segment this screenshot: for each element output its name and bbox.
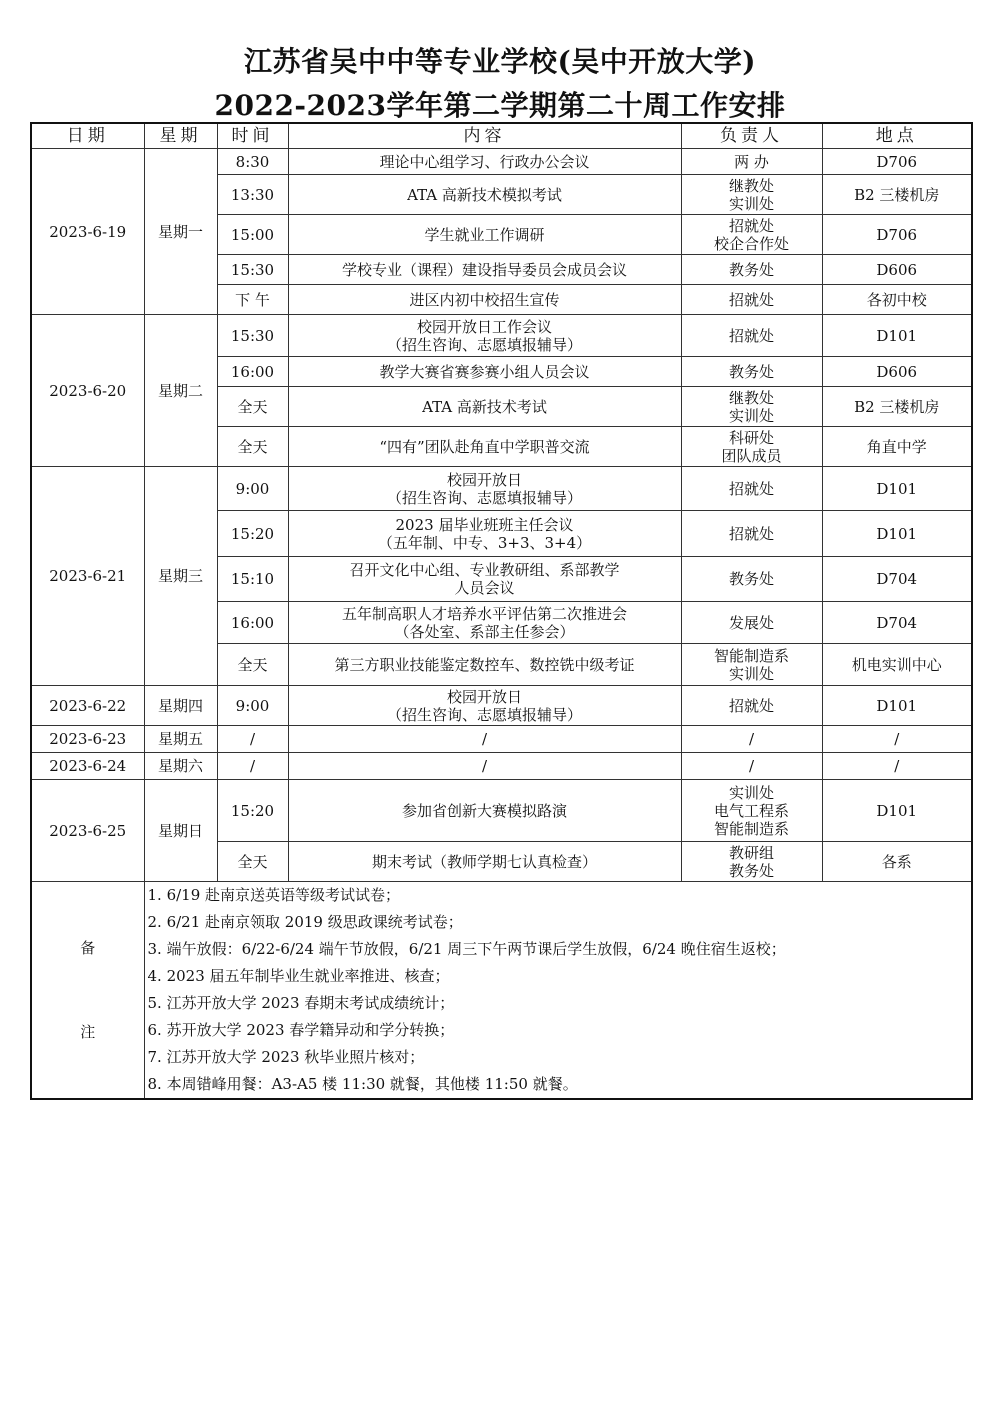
content-cell: 五年制高职人才培养水平评估第二次推进会 （各处室、系部主任参会） — [288, 602, 681, 644]
owner-cell: 科研处 团队成员 — [681, 427, 822, 467]
place-cell: D101 — [822, 467, 972, 511]
time-cell: 15:10 — [217, 557, 288, 602]
schedule-body — [31, 149, 972, 1100]
place-cell: D706 — [822, 149, 972, 175]
schedule-table — [30, 122, 973, 1100]
content-cell: / — [288, 726, 681, 753]
content-cell: 校园开放日 （招生咨询、志愿填报辅导） — [288, 467, 681, 511]
date-cell: 2023-6-22 — [31, 686, 144, 726]
weekday-cell: 星期三 — [144, 467, 217, 686]
time-cell: 全天 — [217, 387, 288, 427]
header-content: 内容 — [288, 123, 681, 149]
time-cell: 全天 — [217, 842, 288, 882]
content-cell: 期末考试（教师学期七认真检查） — [288, 842, 681, 882]
weekday-cell: 星期二 — [144, 315, 217, 467]
time-cell: 15:20 — [217, 780, 288, 842]
date-cell: 2023-6-25 — [31, 780, 144, 882]
owner-cell: 实训处 电气工程系 智能制造系 — [681, 780, 822, 842]
notes-label-bottom: 注 — [80, 1023, 96, 1041]
table-row — [31, 149, 972, 175]
place-cell: D101 — [822, 780, 972, 842]
header-time: 时间 — [217, 123, 288, 149]
content-cell: 校园开放日工作会议 （招生咨询、志愿填报辅导） — [288, 315, 681, 357]
place-cell: D101 — [822, 511, 972, 557]
owner-cell: 教务处 — [681, 357, 822, 387]
content-cell: 理论中心组学习、行政办公会议 — [288, 149, 681, 175]
time-cell: 16:00 — [217, 357, 288, 387]
place-cell: 各系 — [822, 842, 972, 882]
content-cell: ATA 高新技术模拟考试 — [288, 175, 681, 215]
notes-row — [31, 882, 972, 1100]
table-row — [31, 753, 972, 780]
note-item: 4. 2023 届五年制毕业生就业率推进、核查； — [147, 967, 450, 985]
content-cell: 召开文化中心组、专业教研组、系部教学 人员会议 — [288, 557, 681, 602]
note-item: 3. 端午放假：6/22-6/24 端午节放假，6/21 周三下午两节课后学生放假，6/24 晚住宿生返校； — [147, 940, 786, 958]
time-cell: / — [217, 726, 288, 753]
weekday-cell: 星期四 — [144, 686, 217, 726]
place-cell: D606 — [822, 255, 972, 285]
weekday-cell: 星期五 — [144, 726, 217, 753]
owner-cell: 教务处 — [681, 557, 822, 602]
time-cell: 9:00 — [217, 686, 288, 726]
content-cell: 2023 届毕业班班主任会议 （五年制、中专、3+3、3+4） — [288, 511, 681, 557]
owner-cell: 教研组 教务处 — [681, 842, 822, 882]
header-weekday: 星期 — [144, 123, 217, 149]
place-cell: D101 — [822, 686, 972, 726]
content-cell: 进区内初中校招生宣传 — [288, 285, 681, 315]
time-cell: 15:20 — [217, 511, 288, 557]
time-cell: 全天 — [217, 644, 288, 686]
owner-cell: 招就处 校企合作处 — [681, 215, 822, 255]
owner-cell: 智能制造系 实训处 — [681, 644, 822, 686]
place-cell: B2 三楼机房 — [822, 387, 972, 427]
time-cell: 16:00 — [217, 602, 288, 644]
place-cell: D101 — [822, 315, 972, 357]
date-cell: 2023-6-23 — [31, 726, 144, 753]
place-cell: D704 — [822, 602, 972, 644]
content-cell: “四有”团队赴角直中学职普交流 — [288, 427, 681, 467]
weekday-cell: 星期日 — [144, 780, 217, 882]
place-cell: D706 — [822, 215, 972, 255]
time-cell: 15:30 — [217, 315, 288, 357]
place-cell: D606 — [822, 357, 972, 387]
place-cell: B2 三楼机房 — [822, 175, 972, 215]
owner-cell: 招就处 — [681, 315, 822, 357]
header-place: 地点 — [822, 123, 972, 149]
place-cell: 角直中学 — [822, 427, 972, 467]
note-item: 8. 本周错峰用餐：A3-A5 楼 11:30 就餐，其他楼 11:50 就餐。 — [147, 1075, 578, 1093]
document-title: 江苏省吴中中等专业学校(吴中开放大学) — [244, 45, 756, 78]
time-cell: 全天 — [217, 427, 288, 467]
table-row — [31, 780, 972, 842]
table-row — [31, 467, 972, 511]
owner-cell: / — [681, 726, 822, 753]
content-cell: 第三方职业技能鉴定数控车、数控铣中级考证 — [288, 644, 681, 686]
time-cell: / — [217, 753, 288, 780]
owner-cell: 教务处 — [681, 255, 822, 285]
content-cell: 教学大赛省赛参赛小组人员会议 — [288, 357, 681, 387]
table-row — [31, 315, 972, 357]
owner-cell: 招就处 — [681, 467, 822, 511]
date-cell: 2023-6-20 — [31, 315, 144, 467]
owner-cell: 发展处 — [681, 602, 822, 644]
note-item: 2. 6/21 赴南京领取 2019 级思政课统考试卷； — [147, 913, 463, 931]
place-cell: / — [822, 726, 972, 753]
owner-cell: 招就处 — [681, 511, 822, 557]
time-cell: 9:00 — [217, 467, 288, 511]
content-cell: 参加省创新大赛模拟路演 — [288, 780, 681, 842]
note-item: 1. 6/19 赴南京送英语等级考试试卷； — [147, 886, 401, 904]
content-cell: 校园开放日 （招生咨询、志愿填报辅导） — [288, 686, 681, 726]
table-row — [31, 686, 972, 726]
weekday-cell: 星期六 — [144, 753, 217, 780]
owner-cell: 招就处 — [681, 686, 822, 726]
time-cell: 13:30 — [217, 175, 288, 215]
content-cell: / — [288, 753, 681, 780]
content-cell: 学生就业工作调研 — [288, 215, 681, 255]
header-row — [31, 123, 972, 149]
table-row — [31, 726, 972, 753]
owner-cell: 继教处 实训处 — [681, 387, 822, 427]
owner-cell: 两 办 — [681, 149, 822, 175]
header-owner: 负责人 — [681, 123, 822, 149]
owner-cell: / — [681, 753, 822, 780]
content-cell: 学校专业（课程）建设指导委员会成员会议 — [288, 255, 681, 285]
note-item: 5. 江苏开放大学 2023 春期末考试成绩统计； — [147, 994, 455, 1012]
time-cell: 下 午 — [217, 285, 288, 315]
date-cell: 2023-6-24 — [31, 753, 144, 780]
place-cell: 各初中校 — [822, 285, 972, 315]
owner-cell: 招就处 — [681, 285, 822, 315]
time-cell: 15:00 — [217, 215, 288, 255]
notes-label-top: 备 — [80, 939, 96, 957]
place-cell: / — [822, 753, 972, 780]
time-cell: 15:30 — [217, 255, 288, 285]
place-cell: D704 — [822, 557, 972, 602]
date-cell: 2023-6-21 — [31, 467, 144, 686]
weekday-cell: 星期一 — [144, 149, 217, 315]
time-cell: 8:30 — [217, 149, 288, 175]
document-subtitle: 2022-2023学年第二学期第二十周工作安排 — [214, 89, 786, 122]
header-date: 日期 — [31, 123, 144, 149]
notes-label-cell — [31, 882, 144, 1100]
place-cell: 机电实训中心 — [822, 644, 972, 686]
owner-cell: 继教处 实训处 — [681, 175, 822, 215]
content-cell: ATA 高新技术考试 — [288, 387, 681, 427]
notes-cell — [144, 882, 972, 1100]
note-item: 6. 苏开放大学 2023 春学籍异动和学分转换； — [147, 1021, 455, 1039]
note-item: 7. 江苏开放大学 2023 秋毕业照片核对； — [147, 1048, 425, 1066]
date-cell: 2023-6-19 — [31, 149, 144, 315]
